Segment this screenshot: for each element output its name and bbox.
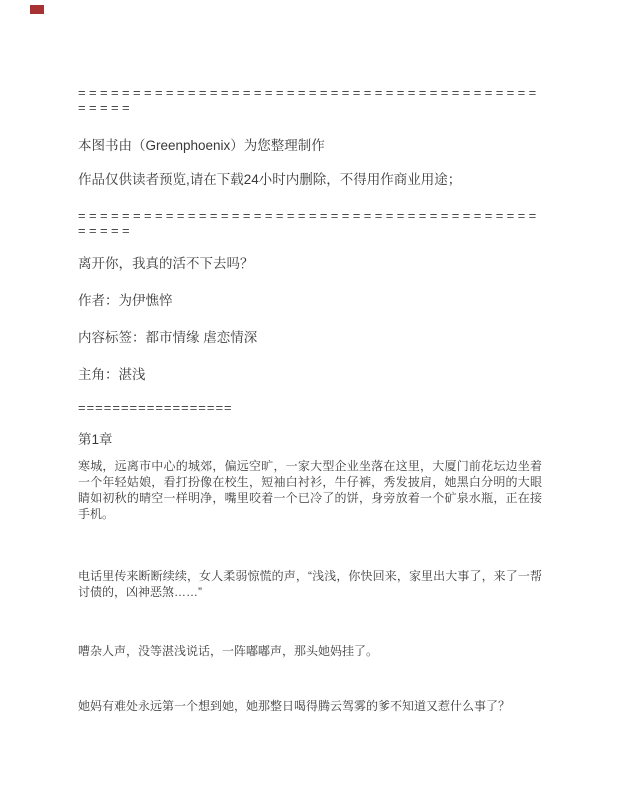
separator-second-line2: ===== [78,223,133,238]
separator-second-line1: ========================================== [78,208,540,223]
separator-second [78,208,542,238]
separator-short: ================== [78,400,233,415]
paragraph-3: 嘈杂人声，没等湛浅说话，一阵嘟嘟声，那头她妈挂了。 [78,644,379,658]
protagonist-line: 主角：湛浅 [78,367,146,382]
separator-top-line1: ========================================== [78,85,540,100]
paragraph-2: 电话里传来断断续续，女人柔弱惊慌的声，“浅浅，你快回来，家里出大事了，来了一帮讨债的，凶神恶煞……” [78,569,542,599]
credit-line: 本图书由（Greenphoenix）为您整理制作 [78,138,325,153]
tags-line: 内容标签：都市情缘 虐恋情深 [78,330,258,345]
red-marker [30,5,44,14]
paragraph-1: 寒城，远离市中心的城郊，偏远空旷，一家大型企业坐落在这里，大厦门前花坛边坐着一个年轻姑娘，看打扮像在校生，短袖白衬衫，牛仔裤，秀发披肩，她黑白分明的大眼睛如初秋的晴空一样明净，嘴里咬着一个已冷了的饼，身旁放着一个矿泉水瓶，正在接手机。 [78,459,542,521]
separator-top [78,85,542,115]
usage-notice: 作品仅供读者预览,请在下载24小时内删除，不得用作商业用途； [78,172,462,187]
separator-top-line2: ===== [78,100,133,115]
author-line: 作者：为伊憔悴 [78,293,173,308]
paragraph-4: 她妈有难处永远第一个想到她，她那整日喝得腾云驾雾的爹不知道又惹什么事了？ [78,699,511,713]
book-title: 离开你，我真的活不下去吗？ [78,256,254,271]
chapter-title: 第1章 [78,432,113,447]
